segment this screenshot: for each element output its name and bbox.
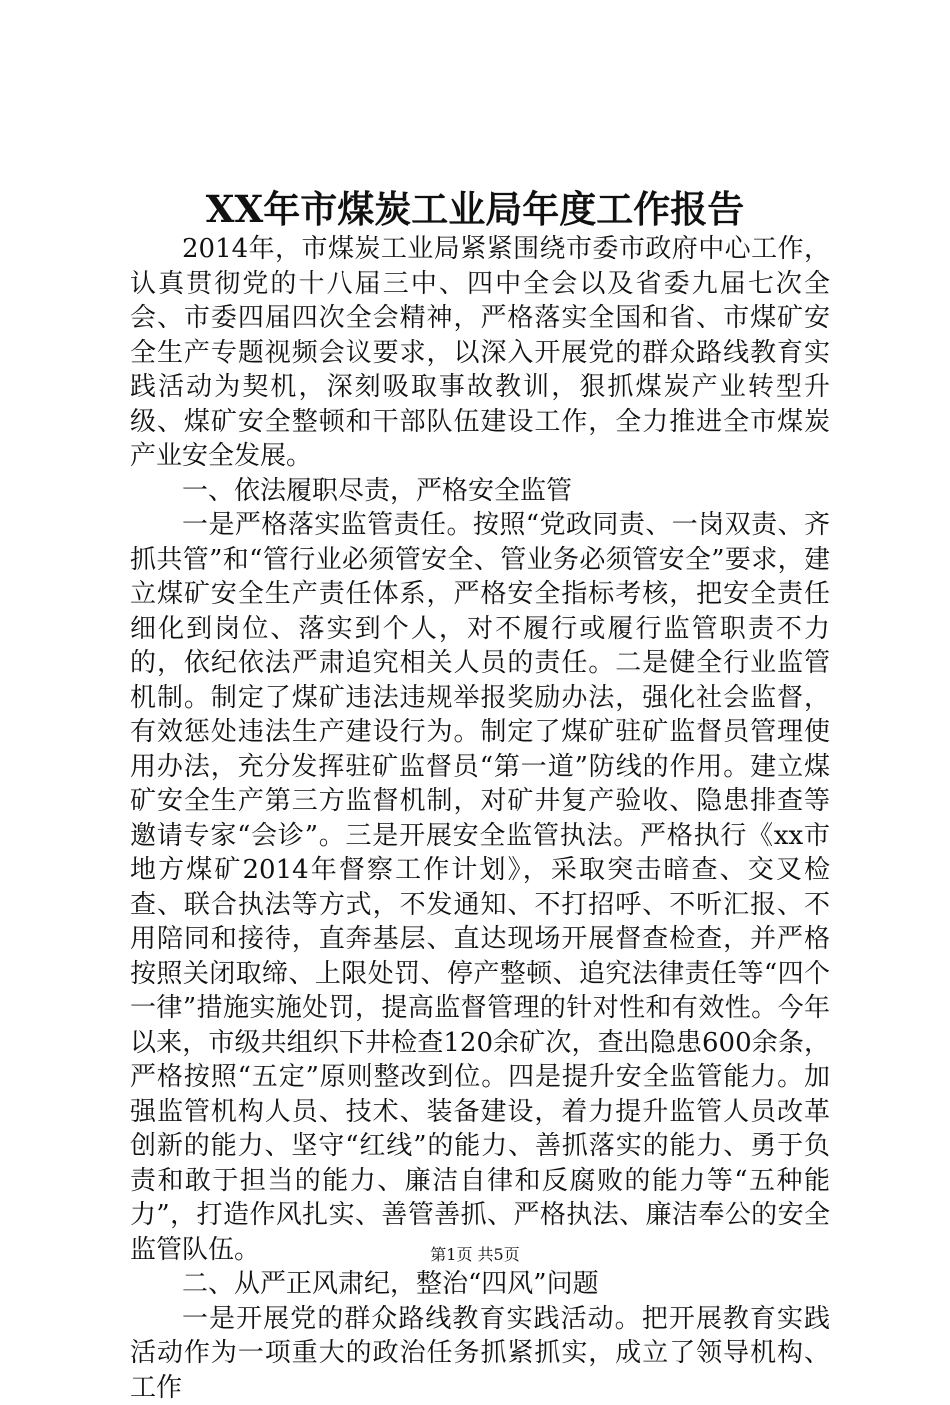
section-heading-2: 二、从严正风肃纪，整治“四风”问题 xyxy=(130,1267,830,1302)
page-number-footer: 第1页 共5页 xyxy=(0,1245,950,1265)
document-body xyxy=(130,232,830,1405)
section-heading-1: 一、依法履职尽责，严格安全监管 xyxy=(130,474,830,509)
paragraph-section-1: 一是严格落实监管责任。按照“党政同责、一岗双责、齐抓共管”和“管行业必须管安全、管业务必须管安全”要求，建立煤矿安全生产责任体系，严格安全指标考核，把安全责任细化到岗位、落实到个人，对不履行或履行监管职责不力的，依纪依法严肃追究相关人员的责任。二是健全行业监管机制。制定了煤矿违法违规举报奖励办法，强化社会监督，有效惩处违法生产建设行为。制定了煤矿驻矿监督员管理使用办法，充分发挥驻矿监督员“第一道”防线的作用。建立煤矿安全生产第三方监督机制，对矿井复产验收、隐患排查等邀请专家“会诊”。三是开展安全监管执法。严格执行《xx市地方煤矿2014年督察工作计划》，采取突击暗查、交叉检查、联合执法等方式，不发通知、不打招呼、不听汇报、不用陪同和接待，直奔基层、直达现场开展督查检查，并严格按照关闭取缔、上限处罚、停产整顿、追究法律责任等“四个一律”措施实施处罚，提高监督管理的针对性和有效性。今年以来，市级共组织下井检查120余矿次，查出隐患600余条，严格按照“五定”原则整改到位。四是提升安全监管能力。加强监管机构人员、技术、装备建设，着力提升监管人员改革创新的能力、坚守“红线”的能力、善抓落实的能力、勇于负责和敢于担当的能力、廉洁自律和反腐败的能力等“五种能力”，打造作风扎实、善管善抓、严格执法、廉洁奉公的安全监管队伍。 xyxy=(130,508,830,1267)
paragraph-section-2: 一是开展党的群众路线教育实践活动。把开展教育实践活动作为一项重大的政治任务抓紧抓实，成立了领导机构、工作 xyxy=(130,1302,830,1405)
paragraph-intro: 2014年，市煤炭工业局紧紧围绕市委市政府中心工作，认真贯彻党的十八届三中、四中全会以及省委九届七次全会、市委四届四次全会精神，严格落实全国和省、市煤矿安全生产专题视频会议要求，以深入开展党的群众路线教育实践活动为契机，深刻吸取事故教训，狠抓煤炭产业转型升级、煤矿安全整顿和干部队伍建设工作，全力推进全市煤炭产业安全发展。 xyxy=(130,232,830,474)
document-title: XX年市煤炭工业局年度工作报告 xyxy=(0,186,950,232)
